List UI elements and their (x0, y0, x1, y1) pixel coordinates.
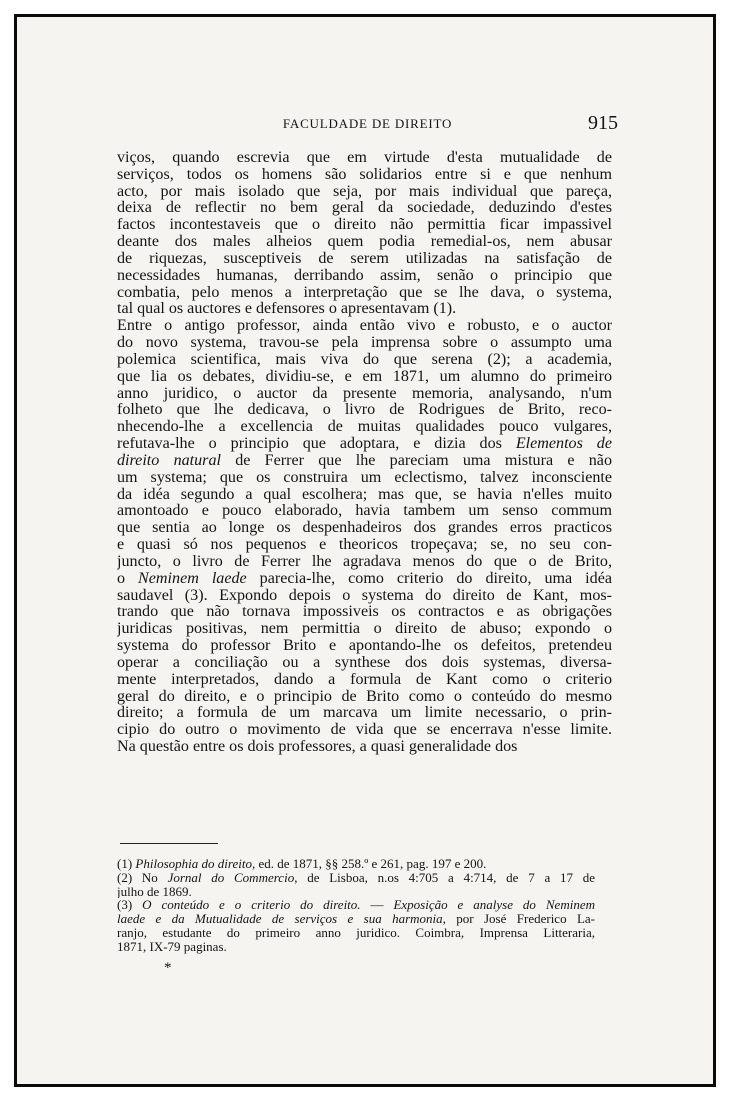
footnote-line: ranjo, estudante do primeiro anno juridico. Coimbra, Imprensa Litteraria, (117, 925, 595, 940)
body-line: trando que não tornava impossiveis os contractos e as obrigações (117, 604, 612, 621)
scanned-page-frame (14, 14, 716, 1087)
running-head (117, 112, 618, 138)
body-line: o Neminem laede parecia-lhe, como criterio do direito, uma idéa (117, 570, 612, 587)
body-line: necessidades humanas, derribando assim, senão o principio que (117, 267, 612, 284)
book-page (17, 17, 713, 1084)
body-line: Entre o antigo professor, ainda então vivo e robusto, e o auctor (117, 318, 612, 335)
running-title: FACULDADE DE DIREITO (282, 116, 453, 131)
body-line: do novo systema, travou-se pela imprensa sobre o assumpto uma (117, 335, 612, 352)
body-line: systema do professor Brito e apontando-lhe os defeitos, pretendeu (117, 638, 612, 655)
body-line: viços, quando escrevia que em virtude d'esta mutualidade de (117, 150, 612, 166)
footnote-line: julho de 1869. (117, 884, 192, 899)
body-line: cipio do outro o movimento de vida que se encerrava n'esse limite. (117, 722, 612, 739)
body-line: amontoado e pouco elaborado, havia tambem um senso commum (117, 503, 612, 520)
body-line: que sentia ao longe os despenhadeiros dos grandes erros practicos (117, 520, 612, 537)
body-line: e quasi só nos pequenos e theoricos tropeçava; se, no seu con- (117, 537, 612, 554)
body-line: polemica scientifica, mais viva do que serena (2); a academia, (117, 351, 612, 368)
body-line: operar a conciliação ou a synthese dos dois systemas, diversa- (117, 654, 612, 671)
body-line: factos incontestaveis que o direito não permittia ficar impassivel (117, 217, 612, 234)
body-text (117, 150, 612, 756)
body-line: deante dos males alheios quem podia remedial-os, nem abusar (117, 234, 612, 251)
body-line: combatia, pelo menos a interpretação que se lhe dava, o systema, (117, 284, 612, 301)
body-line: direito natural de Ferrer que lhe pareciam uma mistura e não (117, 452, 612, 469)
body-line: um systema; que os construira um eclectismo, talvez inconsciente (117, 469, 612, 486)
footnote-line: (3) O conteúdo e o criterio do direito. — Exposição e analyse do Neminem (117, 898, 595, 913)
body-line: serviços, todos os homens são solidarios entre si e que nenhum (117, 166, 612, 183)
body-line: nhecendo-lhe a excellencia de muitas qualidades pouco vulgares, (117, 419, 612, 436)
body-line: tal qual os auctores e defensores o apresentavam (1). (117, 301, 457, 318)
footnote-line: (2) No Jornal do Commercio, de Lisboa, n.os 4:705 a 4:714, de 7 a 17 de (117, 870, 595, 885)
body-line: juncto, o livro de Ferrer lhe agradava menos do que o de Brito, (117, 553, 612, 570)
body-line: que lia os debates, dividiu-se, e em 1871, um alumno do primeiro (117, 368, 612, 385)
body-line: de riquezas, susceptiveis de serem utilizadas na satisfação de (117, 250, 612, 267)
body-line: direito; a formula de um marcava um limite necessario, o prin- (117, 705, 612, 722)
signature-mark: * (164, 960, 172, 976)
footnote-rule (120, 843, 218, 844)
body-line: refutava-lhe o principio que adoptara, e dizia dos Elementos de (117, 436, 612, 453)
body-line: folheto que lhe dedicava, o livro de Rodrigues de Brito, reco- (117, 402, 612, 419)
body-line: acto, por mais isolado que seja, por mais individual que pareça, (117, 183, 612, 200)
footnote-line: 1871, IX-79 paginas. (117, 939, 227, 954)
footnotes (117, 857, 595, 954)
body-line: mente interpretados, dando a formula de Kant como o criterio (117, 671, 612, 688)
body-line: juridicas positivas, nem permittia o direito de abuso; expondo o (117, 621, 612, 638)
body-line: saudavel (3). Expondo depois o systema do direito de Kant, mos- (117, 587, 612, 604)
body-line: deixa de reflectir no bem geral da sociedade, deduzindo d'estes (117, 200, 612, 217)
footnote-line: (1) Philosophia do direito, ed. de 1871, §§ 258.º e 261, pag. 197 e 200. (117, 857, 487, 871)
page-number: 915 (588, 112, 618, 134)
body-line: da idéa segundo a qual escolhera; mas que, se havia n'elles muito (117, 486, 612, 503)
body-line: anno juridico, o auctor da presente memoria, analysando, n'um (117, 385, 612, 402)
body-line: geral do direito, e o principio de Brito como o conteúdo do mesmo (117, 688, 612, 705)
body-line: Na questão entre os dois professores, a quasi generalidade dos (117, 738, 518, 755)
footnote-line: laede e da Mutualidade de serviços e sua harmonia, por José Frederico La- (117, 912, 595, 926)
